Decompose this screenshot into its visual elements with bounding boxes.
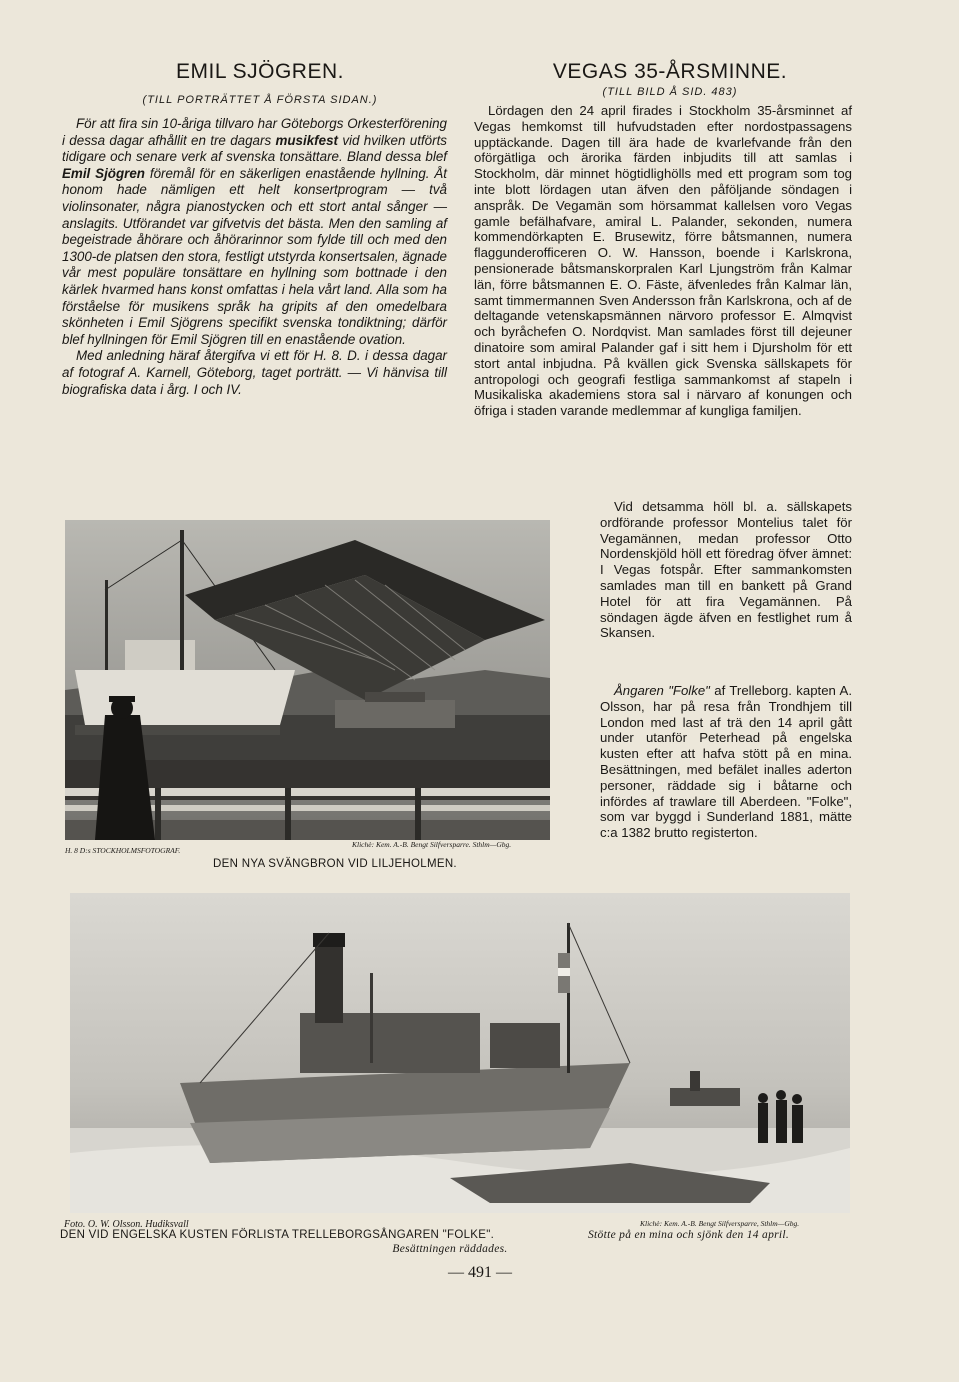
- photo1-credit-left: H. 8 D:s STOCKHOLMSFOTOGRAF.: [65, 846, 181, 855]
- photo2-credit-right: Klichè: Kem. A.-B. Bengt Silfversparre, Sthlm—Gbg.: [640, 1219, 800, 1228]
- folke-steamer-photo: [70, 893, 850, 1213]
- left-article-paragraph-2: Med anledning häraf återgifva vi ett för H. 8. D. i dessa dagar af fotograf A. Karnell, Göteborg, taget porträtt. — Vi hänvisa till biografiska data i årg. I och IV.: [62, 348, 447, 397]
- right-article-body: [474, 103, 852, 419]
- swing-bridge-photo: [65, 520, 550, 840]
- left-article-body: [62, 116, 447, 398]
- photo2-caption-sub: Besättningen räddades.: [392, 1243, 508, 1255]
- photo2-caption-right: Stötte på en mina och sjönk den 14 april.: [588, 1229, 790, 1241]
- left-article-subtitle: (TILL PORTRÄTTET Å FÖRSTA SIDAN.): [142, 94, 378, 106]
- photo2-credit-left: Foto. O. W. Olsson. Hudiksvall: [64, 1219, 189, 1230]
- page-number: — 491 —: [448, 1264, 512, 1281]
- right-article-paragraph-2: Vid detsamma höll bl. a. sällskapets ordförande professor Montelius talet för Vegamännen, medan professor Otto Nordenskjöld höll ett föredrag öfver ämnet: I Vegas fotspår. Efter sammankomsten samlades man till en bankett på Grand Hotel för att fira Vegamännen. På söndagen ägde äfven en festlighet rum å Skansen.: [600, 499, 852, 641]
- left-article-paragraph-1: För att fira sin 10-åriga tillvaro har Göteborgs Orkesterförening i dessa dagar afhållit en tre dagars musikfest vid hvilken utförts tidigare och senare verk af svenska tonsättare. Bland dessa blef Emil Sjögren föremål för en säkerligen enastående hyllning. Åt honom hade nämligen ett helt konsertprogram — två violinsonater, några pianostycken och ett stort antal sånger — anslagits. Utförandet var gifvetvis det bästa. Men den samling af begeistrade åhörare och åhörarinnor som fylde till och med den 1300-de platsen den stora, festligt utstyrda konsertsalen, ägnade vår mest populäre tonsättare en hyllning som bottnade i den kärlek hvarmed hans konst omfattas i hela vårt land. Alla som ha förståelse för musikens språk ha gripits af den omedelbara skönheten i Emil Sjögrens specifikt svenska tondiktning; därför blef hyllningen för Emil Sjögren till en enastående ovation.: [62, 116, 447, 347]
- photo1-caption: DEN NYA SVÄNGBRON VID LILJEHOLMEN.: [213, 858, 457, 870]
- folke-article-paragraph: Ångaren "Folke" af Trelleborg. kapten A. Olsson, har på resa från Trondhjem till London med last af trä den 14 april gått under utanför Peterhead på engelska kusten efter att hafva stött på en mina. Besättningen, med befälet inalles aderton personer, räddade sig i båtarne och infördes af trawlare till Aberdeen. "Folke", som var byggd i Sunderland 1881, mätte c:a 1382 brutto registerton.: [600, 683, 852, 841]
- folke-article-lead: Ångaren "Folke": [614, 683, 710, 698]
- photo2-caption-main: DEN VID ENGELSKA KUSTEN FÖRLISTA TRELLEBORGSÅNGAREN "FOLKE".: [60, 1229, 495, 1241]
- folke-article: [600, 683, 852, 841]
- right-article-title: VEGAS 35-ÅRSMINNE.: [552, 60, 788, 83]
- photo1-credit-right: Klichè: Kem. A.-B. Bengt Silfversparre. Sthlm—Gbg.: [352, 840, 512, 849]
- right-article-subtitle: (TILL BILD Å SID. 483): [602, 86, 738, 98]
- right-article-paragraph-1: Lördagen den 24 april firades i Stockholm 35-årsminnet af Vegas hemkomst till hufvudstaden efter nordostpassagens upptäckande. Dagen till ära hade de kvarlefvande från den oförgätliga och ärorika färden inbjudits till att samlas i Stockholm, där minnet högtidlighölls med ett program som tog inte blott lördagen utan äfven den påföljande söndagen i anspråk. De Vegamän som hörsammat kallelsen voro Vegas gamle befälhafvare, amiral L. Palander, sekonden, numera kommendörkapten E. Brusewitz, förre båtsmannen, numera flaggunderofficeren O. W. Hansson, boende i Karlskrona, pensionerade båtsmanskorpralen Karl Ljungström från Kalmar län, förre båtsmannen E. O. Fäste, äfvenledes från Kalmar län, samt timmermannen Sven Andersson från Karlskrona, och af de deltagande vetenskapsmännen närvoro professor E. Almqvist och byråchefen O. Nordqvist. Man samlades först till dejeuner dinatoire som amiral Palander gaf i sitt hem i Djursholm för ett stort antal inbjudna. På kvällen gick Svenska sällskapets för antropologi och geografi festliga sammankomst af stapeln i Musikaliska akademiens stora sal i närvaro af konungen och öfriga i staden varande medlemmar af kungliga familjen.: [474, 103, 852, 419]
- right-article-continuation: [600, 499, 852, 641]
- left-article-title: EMIL SJÖGREN.: [176, 60, 344, 83]
